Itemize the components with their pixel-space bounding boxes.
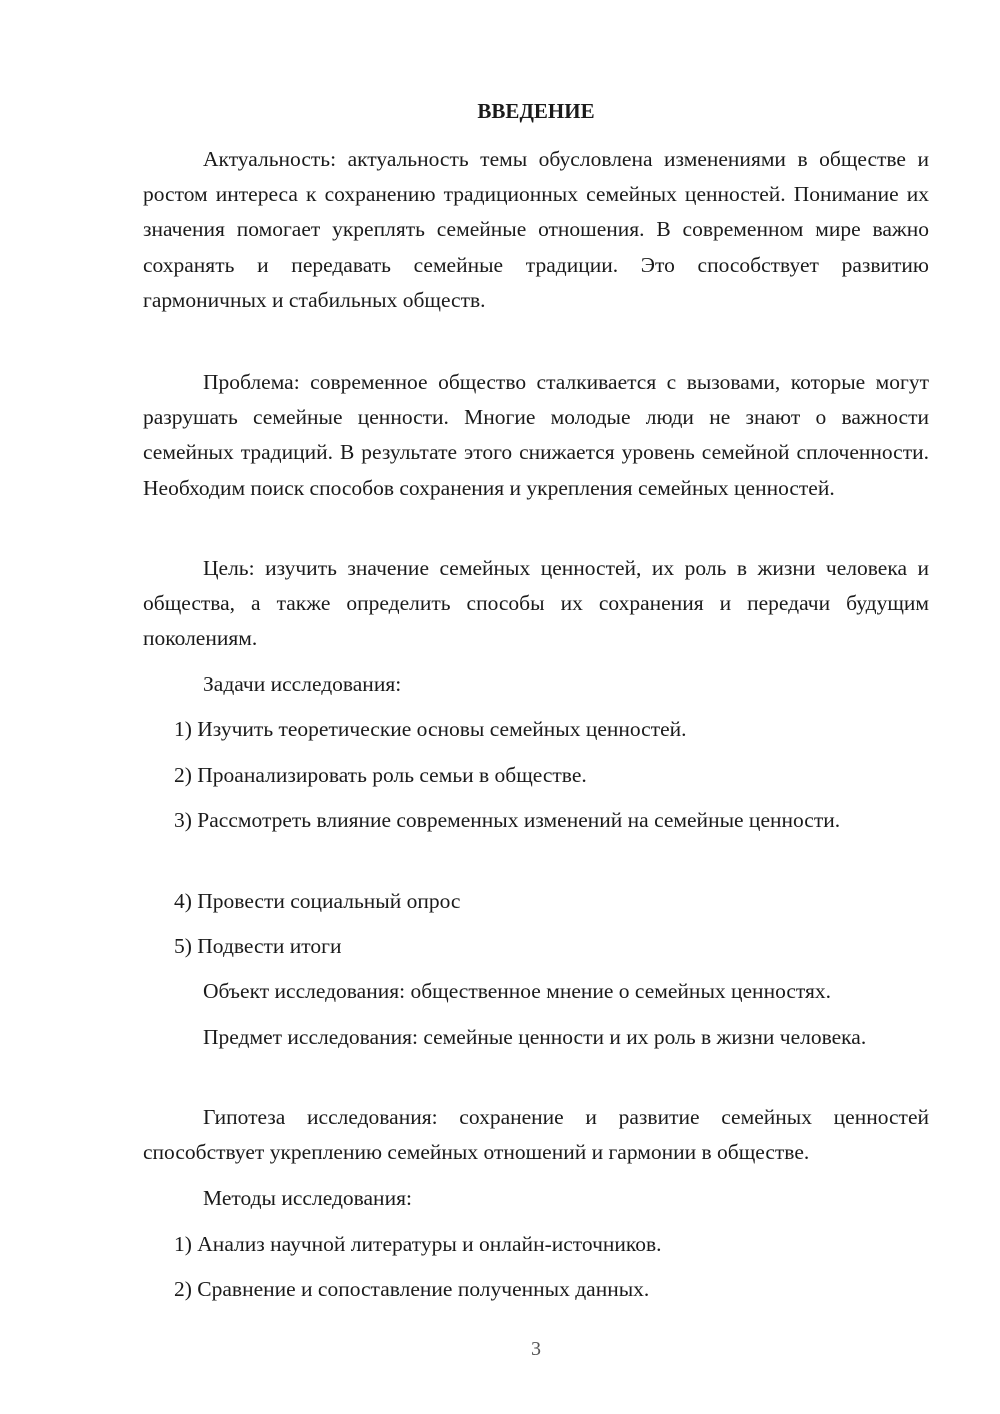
task-item: 3) Рассмотреть влияние современных изменений на семейные ценности. [174, 808, 841, 832]
method-item: 1) Анализ научной литературы и онлайн-источников. [174, 1232, 662, 1256]
methods-heading: Методы исследования: [203, 1186, 412, 1210]
hypothesis-paragraph: Гипотеза исследования: сохранение и развитие семейных ценностей способствует укреплению семейных отношений и гармонии в обществе. [143, 1105, 929, 1165]
page-number: 3 [531, 1338, 541, 1360]
subject-paragraph: Предмет исследования: семейные ценности и их роль в жизни человека. [203, 1025, 867, 1049]
object-paragraph: Объект исследования: общественное мнение о семейных ценностях. [203, 979, 832, 1003]
task-item: 2) Проанализировать роль семьи в обществе. [174, 763, 587, 787]
task-item: 5) Подвести итоги [174, 934, 342, 958]
relevance-paragraph: Актуальность: актуальность темы обусловлена изменениями в обществе и ростом интереса к сохранению традиционных семейных ценностей. Понимание их значения помогает укреплять семейные отношения. В современном мире важно сохранять и передавать семейные традиции. Это способствует развитию гармоничных и стабильных обществ. [143, 147, 929, 312]
goal-paragraph: Цель: изучить значение семейных ценностей, их роль в жизни человека и общества, а также определить способы их сохранения и передачи будущим поколениям. [143, 556, 929, 651]
problem-paragraph: Проблема: современное общество сталкивается с вызовами, которые могут разрушать семейные ценности. Многие молодые люди не знают о важности семейных традиций. В результате этого снижается уровень семейной сплоченности. Необходим поиск способов сохранения и укрепления семейных ценностей. [143, 370, 929, 500]
task-item: 4) Провести социальный опрос [174, 889, 461, 913]
task-item: 1) Изучить теоретические основы семейных ценностей. [174, 717, 687, 741]
method-item: 2) Сравнение и сопоставление полученных данных. [174, 1277, 650, 1301]
document-page [143, 0, 929, 1414]
section-title: ВВЕДЕНИЕ [477, 99, 595, 123]
tasks-heading: Задачи исследования: [203, 672, 402, 696]
